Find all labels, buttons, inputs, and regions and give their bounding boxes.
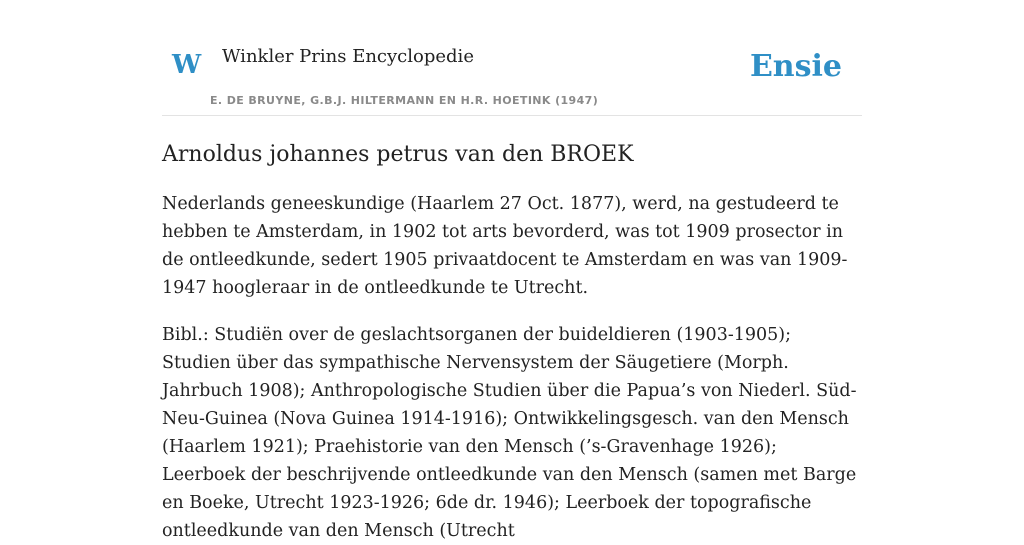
authors-line: E. DE BRUYNE, G.B.J. HILTERMANN EN H.R. HOETINK (1947) <box>210 94 599 107</box>
article-paragraph-intro: Nederlands geneeskundige (Haarlem 27 Oct. 1877), werd, na gestudeerd te hebben te Amsterdam, in 1902 tot arts bevorderd, was tot 1909 prosector in de ontleedkunde, sedert 1905 privaatdocent te Amsterdam en was van 1909-1947 hoogleraar in de ontleedkunde te Utrecht. <box>162 194 848 298</box>
article-title: Arnoldus johannes petrus van den BROEK <box>162 142 634 167</box>
site-title[interactable]: Winkler Prins Encyclopedie <box>222 46 474 67</box>
ensie-logo-link[interactable]: Ensie <box>749 49 842 84</box>
content-column <box>162 0 862 545</box>
logo-w-icon[interactable]: W <box>172 50 202 80</box>
article-paragraph-bibliography: Bibl.: Studiën over de geslachtsorganen der buideldieren (1903-1905); Studien über das sympathische Nervensystem der Säugetiere (Morph. Jahrbuch 1908); Anthropologische Studien über die Papua’s von Niederl. Süd-Neu-Guinea (Nova Guinea 1914-1916); Ontwikkelingsgesch. van den Mensch (Haarlem 1921); Praehistorie van den Mensch (’s-Gravenhage 1926); Leerboek der beschrijvende ontleedkunde van den Mensch (samen met Barge en Boeke, Utrecht 1923-1926; 6de dr. 1946); Leerboek der topografische ontleedkunde van den Mensch (Utrecht <box>162 325 857 541</box>
header <box>162 0 862 116</box>
